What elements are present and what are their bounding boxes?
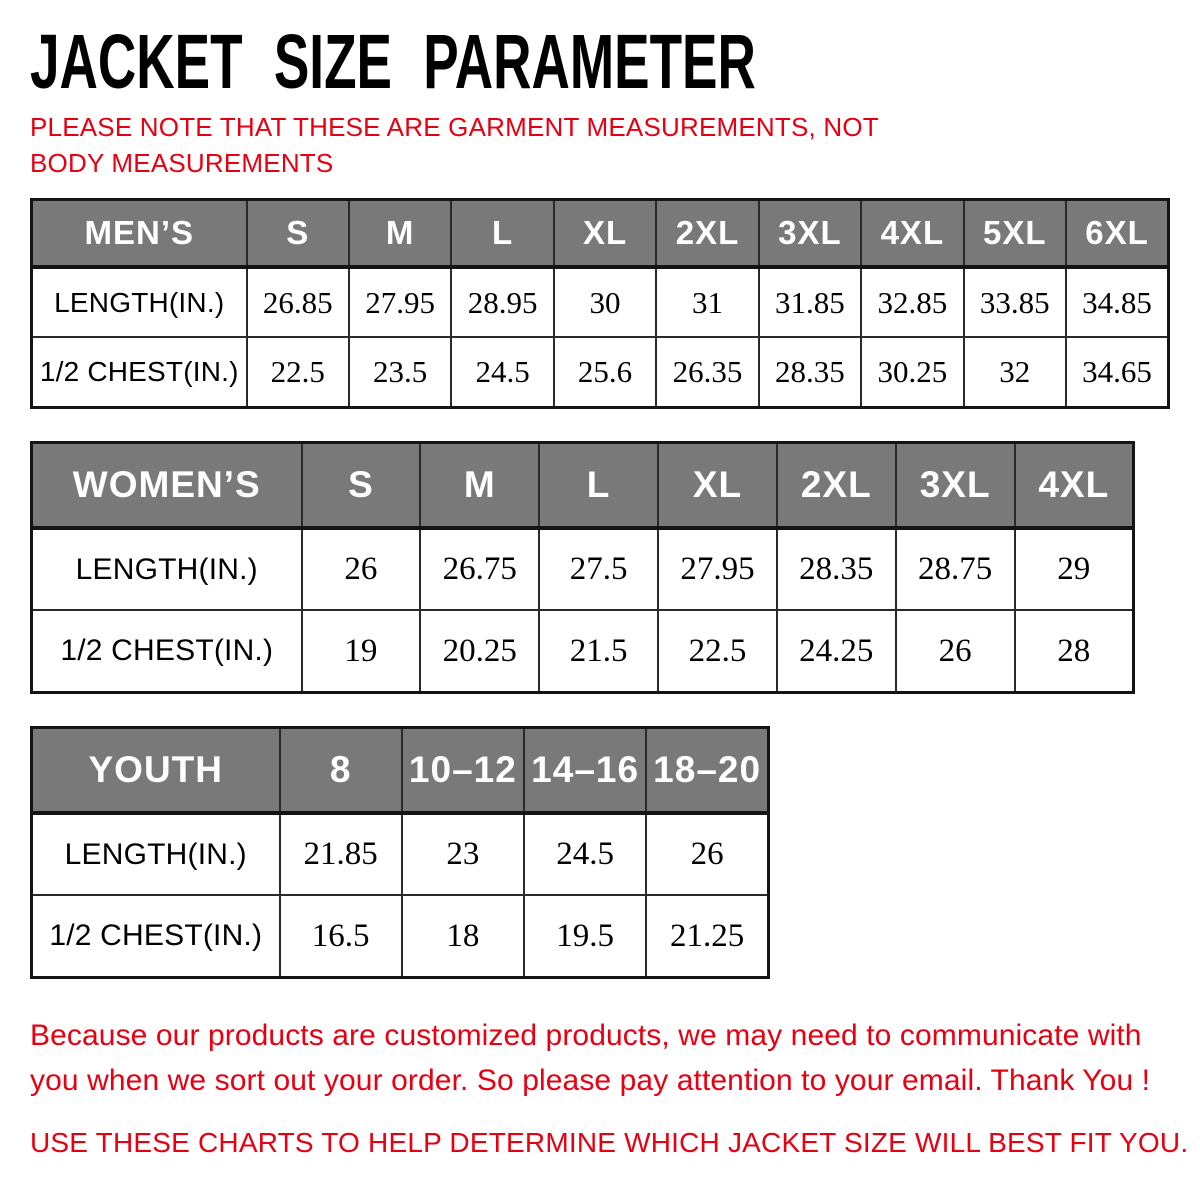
measurement-row-label-cell: 1/2 CHEST(IN.) [32, 610, 302, 692]
measurement-value-cell: 32 [964, 337, 1066, 407]
size-column-header-cell: 5XL [964, 199, 1066, 267]
chart-usage-instruction: USE THESE CHARTS TO HELP DETERMINE WHICH JACKET SIZE WILL BEST FIT YOU. [30, 1126, 1189, 1158]
measurement-value-cell: 27.95 [658, 528, 777, 610]
size-column-header-cell: S [302, 442, 421, 528]
size-column-header-cell: L [539, 442, 658, 528]
womens-size-table [30, 441, 1135, 694]
size-column-header-cell: 2XL [656, 199, 758, 267]
measurement-value-cell: 31.85 [759, 267, 861, 337]
measurement-value-cell: 26.75 [420, 528, 539, 610]
size-column-header-cell: XL [658, 442, 777, 528]
table-category-header-cell: YOUTH [32, 727, 280, 813]
size-column-header-cell: M [349, 199, 451, 267]
measurement-value-cell: 31 [656, 267, 758, 337]
measurement-value-cell: 21.5 [539, 610, 658, 692]
measurement-value-cell: 19.5 [524, 895, 646, 977]
measurement-value-cell: 32.85 [861, 267, 963, 337]
measurement-row-label-cell: LENGTH(IN.) [32, 528, 302, 610]
measurement-value-cell: 24.5 [451, 337, 553, 407]
size-column-header-cell: L [451, 199, 553, 267]
size-column-header-cell: M [420, 442, 539, 528]
measurement-value-cell: 21.25 [646, 895, 768, 977]
measurement-value-cell: 26.35 [656, 337, 758, 407]
size-column-header-cell: 2XL [777, 442, 896, 528]
measurement-value-cell: 26 [646, 813, 768, 895]
youth-size-table [30, 726, 770, 979]
measurement-value-cell: 23.5 [349, 337, 451, 407]
measurement-value-cell: 28.35 [759, 337, 861, 407]
measurement-row-label-cell: LENGTH(IN.) [32, 813, 280, 895]
measurement-value-cell: 26 [302, 528, 421, 610]
measurement-value-cell: 24.5 [524, 813, 646, 895]
size-column-header-cell: S [247, 199, 349, 267]
size-column-header-cell: 10–12 [402, 727, 524, 813]
page-title: JACKET SIZE PARAMETER [30, 19, 756, 105]
measurement-value-cell: 28 [1015, 610, 1134, 692]
measurement-value-cell: 22.5 [658, 610, 777, 692]
size-column-header-cell: 14–16 [524, 727, 646, 813]
measurement-value-cell: 27.5 [539, 528, 658, 610]
measurement-value-cell: 24.25 [777, 610, 896, 692]
measurement-value-cell: 16.5 [280, 895, 402, 977]
measurement-value-cell: 28.35 [777, 528, 896, 610]
measurement-value-cell: 34.85 [1066, 267, 1169, 337]
measurement-value-cell: 30.25 [861, 337, 963, 407]
size-column-header-cell: 4XL [1015, 442, 1134, 528]
measurement-row-label-cell: 1/2 CHEST(IN.) [32, 337, 247, 407]
size-column-header-cell: XL [554, 199, 656, 267]
measurement-value-cell: 34.65 [1066, 337, 1169, 407]
size-column-header-cell: 3XL [759, 199, 861, 267]
size-column-header-cell: 4XL [861, 199, 963, 267]
size-column-header-cell: 3XL [896, 442, 1015, 528]
table-category-header-cell: WOMEN’S [32, 442, 302, 528]
measurement-value-cell: 26 [896, 610, 1015, 692]
measurement-value-cell: 22.5 [247, 337, 349, 407]
measurement-row-label-cell: 1/2 CHEST(IN.) [32, 895, 280, 977]
measurement-value-cell: 29 [1015, 528, 1134, 610]
size-column-header-cell: 18–20 [646, 727, 768, 813]
customization-notice: Because our products are customized products, we may need to communicate with you when we sort out your order. So please pay attention to your email. Thank You ! [30, 1018, 1151, 1097]
mens-size-table [30, 198, 1170, 409]
measurement-value-cell: 25.6 [554, 337, 656, 407]
measurement-value-cell: 28.75 [896, 528, 1015, 610]
measurement-value-cell: 27.95 [349, 267, 451, 337]
measurement-value-cell: 21.85 [280, 813, 402, 895]
measurement-value-cell: 18 [402, 895, 524, 977]
measurement-value-cell: 19 [302, 610, 421, 692]
size-column-header-cell: 6XL [1066, 199, 1169, 267]
measurement-value-cell: 33.85 [964, 267, 1066, 337]
table-category-header-cell: MEN’S [32, 199, 247, 267]
measurement-value-cell: 28.95 [451, 267, 553, 337]
measurement-value-cell: 23 [402, 813, 524, 895]
measurement-value-cell: 26.85 [247, 267, 349, 337]
measurement-value-cell: 20.25 [420, 610, 539, 692]
measurement-value-cell: 30 [554, 267, 656, 337]
measurement-row-label-cell: LENGTH(IN.) [32, 267, 247, 337]
garment-measurement-note: PLEASE NOTE THAT THESE ARE GARMENT MEASUREMENTS, NOT BODY MEASUREMENTS [30, 112, 879, 178]
size-column-header-cell: 8 [280, 727, 402, 813]
